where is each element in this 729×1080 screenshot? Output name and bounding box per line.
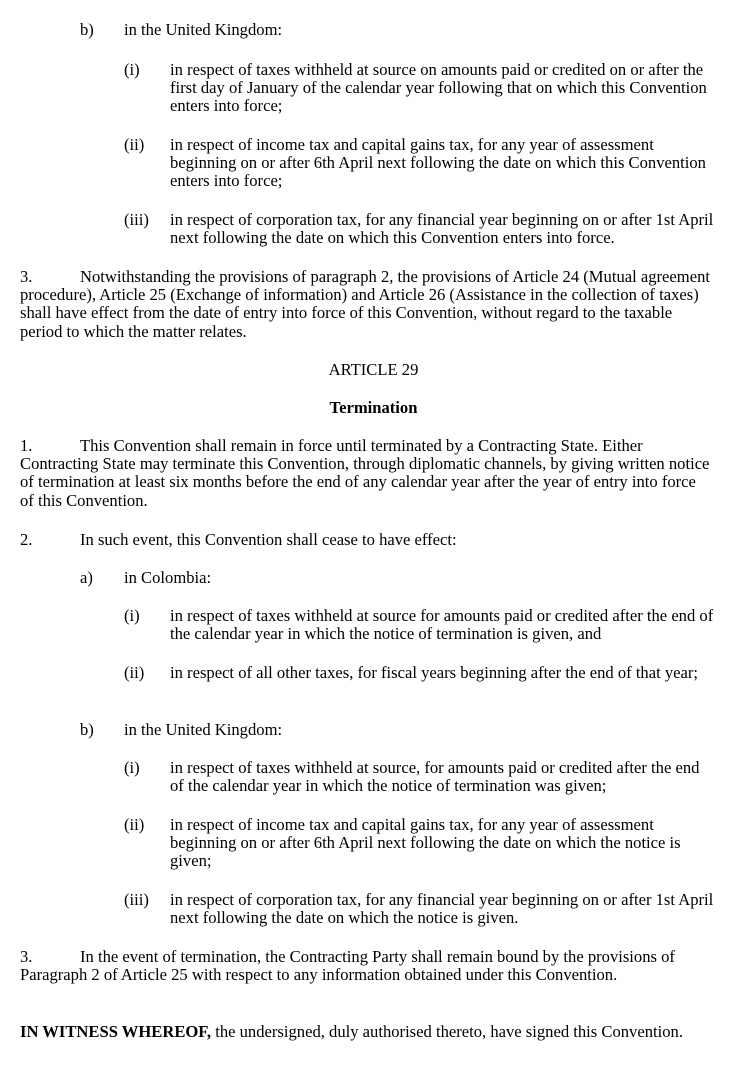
paragraph-text: In the event of termination, the Contracting Party shall remain bound by the provisions of Paragraph 2 of Article 25 with respect to any information obtained under this Convention.: [20, 947, 675, 985]
paragraph-text: In such event, this Convention shall cease to have effect:: [80, 530, 457, 549]
clause-text: in respect of all other taxes, for fiscal years beginning after the end of that year;: [170, 663, 699, 682]
clause-marker: (iii): [124, 890, 149, 909]
clause-marker: (i): [124, 758, 140, 777]
subparagraph-label: in Colombia:: [124, 568, 212, 587]
clause-text: in respect of taxes withheld at source on amounts paid or credited on or after the first day of January of the calendar year following that on which this Convention enters into force;: [170, 60, 707, 116]
clause-text: in respect of income tax and capital gains tax, for any year of assessment beginning on or after 6th April next following the date on which this Convention enters into force;: [170, 135, 706, 191]
paragraph-2: [20, 531, 712, 549]
clause-marker: (ii): [124, 815, 145, 834]
witness-lead: IN WITNESS WHEREOF,: [20, 1022, 212, 1041]
clause-marker: (ii): [124, 663, 145, 682]
clause-marker: (iii): [124, 210, 149, 229]
clause-marker: (i): [124, 606, 140, 625]
paragraph-number: 3.: [20, 267, 33, 286]
subparagraph-label: in the United Kingdom:: [124, 720, 283, 739]
paragraph-number: 2.: [20, 530, 33, 549]
paragraph-text: Notwithstanding the provisions of paragraph 2, the provisions of Article 24 (Mutual agreement procedure), Article 25 (Exchange of information) and Article 26 (Assistance in the collection of taxes) shall have effect from the date of entry into force of this Convention, without regard to the taxable period to which the matter relates.: [20, 267, 710, 341]
paragraph-3-termination: [20, 948, 712, 984]
clause-text: in respect of taxes withheld at source for amounts paid or credited after the end of the calendar year in which the notice of termination is given, and: [170, 606, 714, 644]
subparagraph-marker: b): [80, 20, 94, 39]
paragraph-text: This Convention shall remain in force until terminated by a Contracting State. Either Contracting State may terminate this Convention, through diplomatic channels, by giving written notice of termination at least six months before the end of any calendar year after the year of entry into force of this Convention.: [20, 436, 710, 510]
article-heading: ARTICLE 29: [328, 360, 419, 379]
article-title: Termination: [329, 398, 418, 417]
clause-text: in respect of income tax and capital gains tax, for any year of assessment beginning on or after 6th April next following the date on which the notice is given;: [170, 815, 681, 871]
paragraph-3: [20, 268, 712, 341]
paragraph-1: [20, 437, 712, 510]
subparagraph-marker: a): [80, 568, 93, 587]
clause-text: in respect of corporation tax, for any financial year beginning on or after 1st April next following the date on which the notice is given.: [170, 890, 714, 928]
subparagraph-marker: b): [80, 720, 94, 739]
clause-text: in respect of corporation tax, for any financial year beginning on or after 1st April next following the date on which this Convention enters into force.: [170, 210, 714, 248]
subparagraph-label: in the United Kingdom:: [124, 20, 283, 39]
paragraph-number: 1.: [20, 436, 33, 455]
clause-text: in respect of taxes withheld at source, for amounts paid or credited after the end of the calendar year in which the notice of termination was given;: [170, 758, 700, 796]
witness-text: the undersigned, duly authorised thereto, have signed this Convention.: [211, 1022, 683, 1041]
clause-marker: (i): [124, 60, 140, 79]
witness-clause: [20, 1023, 712, 1041]
paragraph-number: 3.: [20, 947, 33, 966]
clause-marker: (ii): [124, 135, 145, 154]
